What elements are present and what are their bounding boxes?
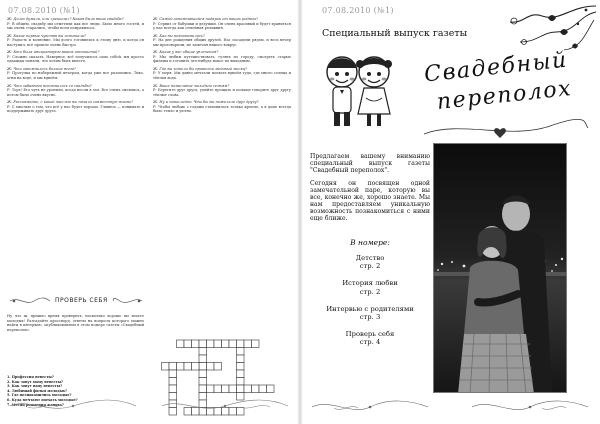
toc-item[interactable] [310, 330, 430, 346]
bottom-flourish-icon [8, 398, 138, 414]
interview-answer: Р: В общем, свадьбу мы отметили как все люди. Было много гостей, и мы очень старались, чтобы всем понравилось. [7, 21, 144, 31]
interview-answer: Р: Сложно сказать. Наверное, всё получилось само собой, мы просто однажды поняли, что хотим быть вместе. [7, 54, 144, 64]
flourish-ornament-icon [8, 296, 52, 306]
interview-entry [153, 34, 291, 48]
crossword-cell[interactable] [169, 378, 177, 386]
newspaper-title-line2: переполох [435, 75, 574, 116]
couple-photo [433, 143, 567, 393]
crossword-cell[interactable] [177, 340, 185, 348]
crossword-cell[interactable] [199, 340, 207, 348]
interview-answer: Р: Прогулка по набережной вечером, когда уже все разошлись. Тихо, огни на воде, и мы вдвоём. [7, 71, 144, 81]
interview-question: Ж: Какие первые чувства вы испытали? [7, 33, 87, 38]
crossword-cell[interactable] [207, 340, 215, 348]
toc-item-page: стр. 4 [359, 338, 381, 347]
crossword-cell[interactable] [192, 340, 200, 348]
crossword-cell[interactable] [214, 385, 222, 393]
crossword-cell[interactable] [199, 355, 207, 363]
toc-item-page: стр. 2 [359, 287, 381, 296]
interview-entry [7, 84, 144, 98]
crossword-cell[interactable] [207, 385, 215, 393]
interview-answer: Р: С мыслью о том, что всё у нас будет хорошо. Главное — понимать и поддерживать друг друга. [7, 104, 144, 114]
interview-question: Ж: Кто была инициатором ваших отношений? [7, 50, 100, 55]
interview-answer: Р: У моря. Мы давно мечтали поехать вдвоём туда, где много солнца и тёплая вода. [153, 71, 291, 81]
crossword-cell[interactable] [244, 340, 252, 348]
crossword-cell[interactable] [237, 348, 245, 356]
crossword-cell[interactable] [207, 363, 215, 371]
crossword-cell[interactable] [199, 348, 207, 356]
toc-item-page: стр. 3 [359, 313, 381, 322]
crossword-cell[interactable] [177, 363, 185, 371]
quiz-question: 7. Месяц рождения жениха? [7, 402, 64, 407]
crossword-cell[interactable] [214, 363, 222, 371]
interview-answer: Р: Радость и волнение. Мы долго готовились к этому дню, и когда он наступил, всё прошло очень быстро. [7, 38, 144, 47]
interview-question: Ж: Где вы хотели бы провести медовый месяц? [153, 66, 248, 71]
interview-question: Ж: Что запомнилось больше всего? [7, 66, 77, 71]
interview-answer: Р: Берегите друг друга, умейте прощать и почаще говорите друг другу тёплые слова. [153, 88, 291, 97]
interview-question: Ж: Ваше пожелание молодым семьям? [153, 83, 230, 88]
interview-answer: Р: На дне рождения общих друзей. Нас посадили рядом, и весь вечер мы проговорили, не замечая никого вокруг. [153, 38, 291, 47]
intro-text [310, 153, 430, 228]
interview-answer: Р: Торт! Его чуть не уронили, когда несли в зал. Все очень смеялись, а потом было очень вкусно. [7, 88, 144, 97]
interview-question: Ж: Ну и напоследок: Что бы вы пожелали друг другу? [153, 100, 259, 105]
bottom-flourish-icon [160, 398, 290, 414]
bottom-flourish-icon [310, 398, 430, 416]
interview-entry [153, 67, 291, 81]
toc-item-title: Интервью с родителями [326, 304, 414, 313]
crossword-cell[interactable] [199, 385, 207, 393]
crossword-cell[interactable] [237, 355, 245, 363]
crossword-cell[interactable] [184, 340, 192, 348]
crossword-cell[interactable] [252, 385, 260, 393]
crossword-cell[interactable] [169, 363, 177, 371]
interview-question: Ж: Долго думали, или «решили»? Какая была ваша свадьба? [7, 17, 124, 21]
puzzle-intro [7, 314, 144, 372]
crossword-cell[interactable] [237, 340, 245, 348]
crossword-cell[interactable] [237, 378, 245, 386]
newspaper-title-line1: Свадебный [423, 47, 569, 88]
crossword-cell[interactable] [267, 385, 275, 393]
crossword-cell[interactable] [229, 385, 237, 393]
interview-entry [153, 84, 291, 98]
toc-item[interactable] [310, 254, 430, 270]
crossword-cell[interactable] [237, 385, 245, 393]
interview-entry [153, 100, 291, 114]
toc-item-title: Проверь себя [345, 330, 395, 339]
crossword-cell[interactable] [237, 370, 245, 378]
interview-entry [7, 100, 144, 114]
interview-question: Ж: Какие у вас общие увлечения? [153, 50, 219, 55]
crossword-cell[interactable] [214, 340, 222, 348]
toc-item[interactable] [310, 305, 430, 321]
special-issue-label: Специальный выпуск газеты [322, 28, 468, 39]
crossword-cell[interactable] [229, 340, 237, 348]
interview-entry [7, 17, 144, 31]
quiz-question: 6. Куда мечтают поехать молодые? [7, 397, 78, 402]
toc-item-page: стр. 2 [359, 262, 381, 271]
intro-paragraph-1: Предлагаем вашему вниманию специальный выпуск газеты "Свадебный переполох". [310, 153, 430, 174]
toc-item[interactable] [310, 279, 430, 295]
title-swirl-icon [420, 118, 590, 140]
puzzle-title: ПРОВЕРЬ СЕБЯ [55, 297, 108, 304]
crossword-cell[interactable] [259, 385, 267, 393]
table-of-contents [310, 254, 430, 356]
crossword-cell[interactable] [184, 363, 192, 371]
toc-item-title: Детство [355, 254, 385, 262]
interview-entry [153, 17, 291, 31]
crossword-cell[interactable] [192, 363, 200, 371]
crossword-cell[interactable] [199, 370, 207, 378]
couple-cartoon-icon [322, 48, 396, 138]
issue-date: 07.08.2010 (№1) [8, 6, 80, 15]
couple-photo-image [434, 144, 567, 393]
quiz-question: 2. Как зовут маму невесты? [7, 379, 64, 384]
crossword-cell[interactable] [169, 385, 177, 393]
crossword-cell[interactable] [162, 363, 170, 371]
crossword-cell[interactable] [199, 363, 207, 371]
quiz-question: 1. Профессия невесты? [7, 375, 54, 379]
interview-question: Ж: Как вы познакомились? [153, 33, 205, 38]
quiz-question: 4. Любимый фильм молодых? [7, 388, 67, 393]
interview-entry [7, 34, 144, 48]
interview-question: Ж: Расскажите, с какой мыслью вы начали совместную жизнь? [7, 100, 134, 105]
interview-answer: Р: Сервиз от бабушки и дедушки. Он очень красивый и будет храниться у нас всегда как семейная реликвия. [153, 21, 291, 31]
interview-entry [7, 67, 144, 81]
interview-entry [153, 50, 291, 64]
puzzle-intro-text: Ну что ж, пришло время проверить, насколько хорошо вы знаете молодых! Разгадайте кроссворд, ответы на вопросы которого можно найти в интервью, опубликованном в этом номере газеты «Свадебный переполох». [7, 314, 144, 332]
interview-column-a [7, 17, 144, 292]
crossword-cell[interactable] [244, 385, 252, 393]
right-page [300, 0, 600, 424]
crossword-cell[interactable] [199, 378, 207, 386]
toc-item-title: История любви [342, 279, 398, 288]
quiz-question: 5. Где познакомились молодые? [7, 393, 72, 398]
flourish-ornament-icon [112, 296, 144, 306]
crossword-cell[interactable] [222, 385, 230, 393]
interview-answer: Р: Мы любим путешествовать, гулять по городу, смотреть старые фильмы и готовить что-нибудь новое по выходным. [153, 54, 291, 64]
intro-paragraph-2: Сегодня он посвящен одной замечательной паре, которую вы все, конечно же, хорошо знаете. Мы нам предоставляем уникальную возможность познакомиться с ними еще ближе. [310, 180, 430, 222]
crossword-cell[interactable] [252, 340, 260, 348]
interview-question: Ж: Что забавного вспомнилось со свадьбы? [7, 83, 92, 88]
interview-question: Ж: Самый запомнившийся подарок от ваших родных? [153, 17, 259, 21]
bottom-flourish-icon [470, 398, 590, 416]
interview-column-b [153, 17, 291, 337]
interview-answer: Р: Чтобы любовь с годами становилась только крепче, а в доме всегда было тепло и уютно. [153, 104, 291, 114]
contents-heading: В номере: [350, 238, 390, 247]
crossword-cell[interactable] [169, 370, 177, 378]
crossword-cell[interactable] [237, 363, 245, 371]
interview-entry [7, 50, 144, 64]
quiz-question: 3. Как зовут папу невесты? [7, 384, 63, 389]
issue-date: 07.08.2010 (№1) [322, 6, 394, 15]
crossword-cell[interactable] [222, 340, 230, 348]
